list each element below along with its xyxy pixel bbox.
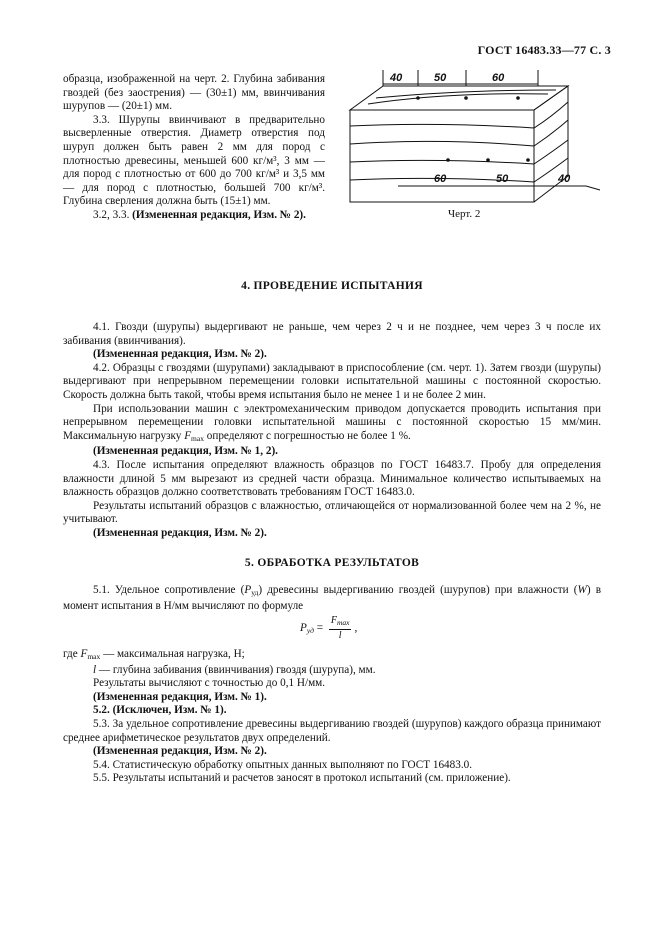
text-segment: ) древесины выдергиванию гвоздей (шурупов) при влажности (: [258, 584, 578, 596]
symbol-f: F: [184, 429, 192, 442]
paragraph-4-3-results: Результаты испытаний образцов с влажностью, отличающейся от нормализованной более чем на 2 %, не учитывают.: [63, 499, 601, 526]
section-5-title: 5. ОБРАБОТКА РЕЗУЛЬТАТОВ: [244, 557, 420, 569]
paragraph-4-2: 4.2. Образцы с гвоздями (шурупами) закладывают в приспособление (см. черт. 1). Затем гвозди (шурупы) выдергивают при непрерывном перемещении головки испытательной машины с постоянной скоростью. Скорость должна быть такой, чтобы время испытания было не менее 1 и не более 2 мин.: [63, 361, 601, 401]
section-4-body: [63, 321, 601, 541]
text-segment: определяют с погрешностью не более 1 %.: [203, 429, 411, 442]
text-segment: При использовании машин с электромеханическим приводом допускается проводить испытания при непрерывном перемещении головки испытательной машины с постоянной скоростью 15 мм/мин. Максимальную нагрузку: [63, 402, 601, 442]
paragraph-3-3: 3.3. Шурупы ввинчивают в предварительно высверленные отверстия. Диаметр отверстия под шуруп должен быть равен 2 мм для пород с плотностью древесины, меньшей 600 кг/м³, 3 мм — для пород с плотностью от 600 до 700 кг/м³ и 3,5 мм — для пород с плотностью, большей 700 кг/м³. Глубина сверления должна быть (15±1) мм.: [63, 113, 325, 208]
symbol-w: W: [577, 584, 587, 596]
results-precision: Результаты вычисляют с точностью до 0,1 Н/мм.: [93, 677, 326, 690]
figure-caption: Черт. 2: [448, 208, 481, 220]
amendment-text: (Измененная редакция, Изм. № 2).: [132, 208, 306, 221]
figure-2-specimen-drawing: [338, 68, 618, 218]
formula-fraction: [329, 615, 352, 642]
dim-bottom-2: 50: [496, 173, 509, 185]
formula-num-symbol: F: [330, 615, 337, 626]
text-segment: — максимальная нагрузка, Н;: [100, 648, 245, 660]
formula-equals: =: [316, 622, 324, 635]
amendment-note-4-3: (Измененная редакция, Изм. № 2).: [93, 526, 267, 539]
symbol-sub: max: [87, 652, 101, 661]
amendment-note-4-2: (Измененная редакция, Изм. № 1, 2).: [93, 445, 278, 458]
paragraph-4-3: 4.3. После испытания определяют влажность образцов по ГОСТ 16483.7. Пробу для определения влажности длиной 5 мм вырезают из средней части образца. Минимальное количество испытываемых на влажность образцов должно соответствовать требованиям ГОСТ 16483.0.: [63, 458, 601, 499]
paragraph-5-3: 5.3. За удельное сопротивление древесины выдергиванию гвоздей (шурупов) каждого образца принимают среднее арифметическое результатов двух определений.: [63, 717, 601, 744]
amendment-clause-refs: 3.2, 3.3.: [93, 208, 130, 221]
paragraph-5-4: 5.4. Статистическую обработку опытных данных выполняют по ГОСТ 16483.0.: [93, 758, 473, 771]
formula-num-sub: max: [336, 618, 350, 627]
symbol-l: l: [93, 663, 97, 676]
page-header: ГОСТ 16483.33—77 С. 3: [477, 43, 611, 57]
formula-numerator: [329, 615, 352, 630]
section-4-title: 4. ПРОВЕДЕНИЕ ИСПЫТАНИЯ: [241, 280, 423, 292]
left-column-text: [63, 73, 325, 223]
where-l: [63, 664, 601, 678]
text-segment: ) в момент испытания в Н/мм вычисляют по формуле: [63, 584, 601, 612]
paragraph-5-1: [63, 584, 601, 613]
symbol-f: F: [80, 648, 88, 660]
paragraph-3-2-end: образца, изображенной на черт. 2. Глубина забивания гвоздей (без заострения) — (30±1) мм, ввинчивания шурупов — (20±1) мм.: [63, 73, 325, 113]
symbol-sub: max: [191, 433, 204, 443]
dim-top-3: 60: [492, 72, 505, 84]
text-segment: 5.1. Удельное сопротивление (: [93, 584, 245, 596]
paragraph-5-2: 5.2. (Исключен, Изм. № 1).: [93, 704, 227, 717]
paragraph-5-5: 5.5. Результаты испытаний и расчетов заносят в протокол испытаний (см. приложение).: [93, 772, 511, 785]
formula-lhs-sub: уд: [306, 626, 314, 636]
amendment-note-5-1: (Измененная редакция, Изм. № 1).: [93, 690, 267, 703]
where-f: [63, 648, 601, 664]
symbol-p: P: [244, 584, 252, 596]
dim-bottom-1: 60: [434, 173, 447, 185]
formula-denominator: l: [338, 630, 342, 641]
formula-lhs: P: [300, 622, 307, 635]
dim-top-1: 40: [390, 72, 403, 84]
amendment-note-4-1: (Измененная редакция, Изм. № 2).: [93, 348, 267, 361]
section-5-body: [63, 648, 601, 786]
formula-comma: ,: [354, 622, 358, 635]
dim-top-2: 50: [434, 72, 447, 84]
paragraph-4-1: 4.1. Гвозди (шурупы) выдергивают не раньше, чем через 2 ч и не позднее, чем через 3 ч после их забивания (ввинчивания).: [63, 321, 601, 347]
symbol-sub: уд: [251, 588, 259, 597]
amendment-note-3: [63, 209, 325, 223]
dim-bottom-3: 40: [558, 173, 571, 185]
amendment-note-5-3: (Измененная редакция, Изм. № 2).: [93, 745, 267, 758]
paragraph-4-2-machine: [63, 403, 601, 446]
text-segment: — глубина забивания (ввинчивания) гвоздя (шурупа), мм.: [96, 663, 376, 676]
formula-specific-resistance: [300, 615, 357, 642]
text-segment: где: [63, 648, 81, 660]
